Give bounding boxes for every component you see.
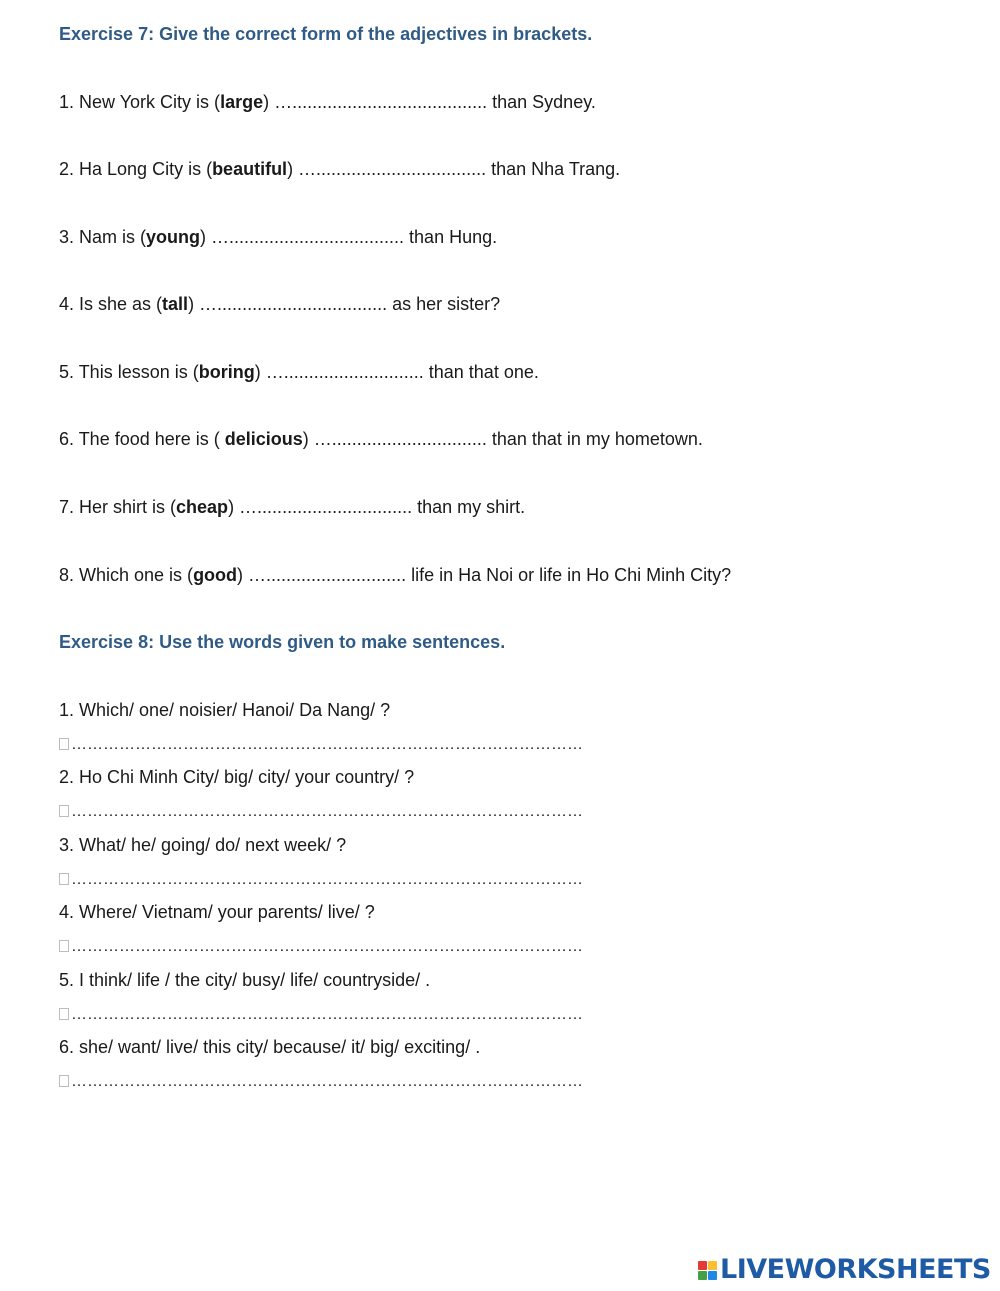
ex8-item-5: 5. I think/ life / the city/ busy/ life/ countryside/ .	[59, 970, 431, 990]
ex7-item-2: 2. Ha Long City is (beautiful) ….................................. than Nha Trang.	[59, 159, 621, 179]
liveworksheets-logo	[698, 1254, 991, 1286]
ex8-answer-3[interactable]: ……………………………………………………………………………………	[59, 870, 583, 890]
checkbox-icon	[59, 873, 69, 885]
checkbox-icon	[59, 738, 69, 750]
ex7-item-3: 3. Nam is (young) …................................... than Hung.	[59, 227, 498, 247]
ex7-item-7: 7. Her shirt is (cheap) …............................... than my shirt.	[59, 497, 526, 517]
ex8-answer-5[interactable]: ……………………………………………………………………………………	[59, 1005, 583, 1025]
exercise7-title: Exercise 7: Give the correct form of the adjectives in brackets.	[59, 24, 593, 44]
checkbox-icon	[59, 940, 69, 952]
logo-square-green	[698, 1271, 707, 1280]
ex7-item-5: 5. This lesson is (boring) …............................ than that one.	[59, 362, 539, 382]
logo-squares-icon	[698, 1261, 717, 1280]
ex8-item-3: 3. What/ he/ going/ do/ next week/ ?	[59, 835, 347, 855]
ex8-item-1: 1. Which/ one/ noisier/ Hanoi/ Da Nang/ ?	[59, 700, 391, 720]
ex8-item-6: 6. she/ want/ live/ this city/ because/ it/ big/ exciting/ .	[59, 1037, 481, 1057]
ex8-item-2: 2. Ho Chi Minh City/ big/ city/ your country/ ?	[59, 767, 415, 787]
ex8-item-4: 4. Where/ Vietnam/ your parents/ live/ ?	[59, 902, 375, 922]
ex7-item-6: 6. The food here is ( delicious) …............................... than that in my hometown.	[59, 429, 703, 449]
logo-square-red	[698, 1261, 707, 1270]
logo-square-blue	[708, 1271, 717, 1280]
ex8-answer-6[interactable]: ……………………………………………………………………………………	[59, 1072, 583, 1092]
ex8-answer-4[interactable]: ……………………………………………………………………………………	[59, 937, 583, 957]
checkbox-icon	[59, 1075, 69, 1087]
ex7-item-4: 4. Is she as (tall) ….................................. as her sister?	[59, 294, 501, 314]
logo-square-yellow	[708, 1261, 717, 1270]
brand-name: LIVEWORKSHEETS	[720, 1254, 991, 1285]
ex7-item-8: 8. Which one is (good) …............................ life in Ha Noi or life in Ho Chi Minh City?	[59, 565, 732, 585]
checkbox-icon	[59, 1008, 69, 1020]
ex8-answer-2[interactable]: ……………………………………………………………………………………	[59, 802, 583, 822]
ex8-answer-1[interactable]: ……………………………………………………………………………………	[59, 735, 583, 755]
ex7-item-1: 1. New York City is (large) …....................................... than Sydney.	[59, 92, 596, 112]
exercise8-title: Exercise 8: Use the words given to make sentences.	[59, 632, 506, 652]
checkbox-icon	[59, 805, 69, 817]
